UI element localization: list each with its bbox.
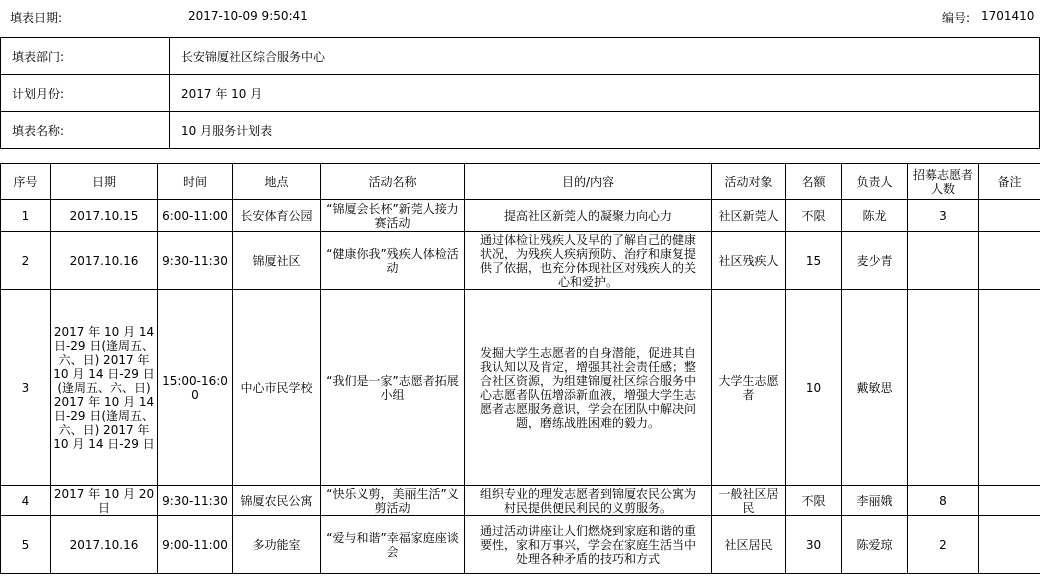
service-plan-table (0, 163, 1040, 574)
row-activity-name: “锦厦会长杯”新莞人接力赛活动 (321, 200, 465, 232)
row-date: 2017.10.15 (51, 200, 158, 232)
department-value: 长安锦厦社区综合服务中心 (170, 38, 1040, 75)
col-header: 名额 (786, 164, 842, 200)
table-header-row (1, 164, 1040, 200)
table-row (1, 232, 1040, 290)
form-header (0, 9, 1040, 27)
row-target: 一般社区居民 (712, 486, 786, 516)
row-quota: 不限 (786, 200, 842, 232)
row-time: 9:30-11:30 (158, 232, 233, 290)
col-header: 招募志愿者人数 (908, 164, 979, 200)
row-date: 2017.10.16 (51, 232, 158, 290)
row-quota: 15 (786, 232, 842, 290)
row-volunteers (908, 232, 979, 290)
col-header: 时间 (158, 164, 233, 200)
info-row-month (1, 75, 1040, 112)
row-time: 9:00-11:00 (158, 516, 233, 574)
row-quota: 10 (786, 290, 842, 486)
col-header: 日期 (51, 164, 158, 200)
row-leader: 戴敏思 (842, 290, 908, 486)
row-activity-name: “健康你我”残疾人体检活动 (321, 232, 465, 290)
plan-month-value: 2017 年 10 月 (170, 75, 1040, 112)
row-place: 长安体育公园 (233, 200, 321, 232)
row-leader: 麦少青 (842, 232, 908, 290)
plan-month-label: 计划月份: (1, 75, 170, 112)
row-number: 5 (1, 516, 51, 574)
row-activity-name: “快乐义剪，美丽生活”义剪活动 (321, 486, 465, 516)
col-header: 目的/内容 (465, 164, 712, 200)
row-remark (979, 486, 1040, 516)
row-number: 2 (1, 232, 51, 290)
row-activity-name: “我们是一家”志愿者拓展小组 (321, 290, 465, 486)
row-purpose: 通过活动讲座让人们燃烧到家庭和谐的重要性，家和万事兴，学会在家庭生活当中处理各种矛盾的技巧和方式 (465, 516, 712, 574)
row-remark (979, 200, 1040, 232)
row-remark (979, 290, 1040, 486)
form-name-value: 10 月服务计划表 (170, 112, 1040, 149)
row-activity-name: “爱与和谐”幸福家庭座谈会 (321, 516, 465, 574)
row-quota: 不限 (786, 486, 842, 516)
row-target: 社区残疾人 (712, 232, 786, 290)
row-leader: 李丽娥 (842, 486, 908, 516)
row-remark (979, 516, 1040, 574)
row-volunteers: 3 (908, 200, 979, 232)
col-header: 序号 (1, 164, 51, 200)
info-table (0, 37, 1040, 149)
row-date: 2017.10.16 (51, 516, 158, 574)
row-time: 6:00-11:00 (158, 200, 233, 232)
row-purpose: 组织专业的理发志愿者到锦厦农民公寓为村民提供便民利民的义剪服务。 (465, 486, 712, 516)
row-quota: 30 (786, 516, 842, 574)
row-target: 社区新莞人 (712, 200, 786, 232)
row-time: 15:00-16:00 (158, 290, 233, 486)
department-label: 填表部门: (1, 38, 170, 75)
row-number: 3 (1, 290, 51, 486)
row-time: 9:30-11:30 (158, 486, 233, 516)
col-header: 活动名称 (321, 164, 465, 200)
table-row (1, 516, 1040, 574)
row-leader: 陈龙 (842, 200, 908, 232)
serial-number-value: 1701410 (981, 9, 1035, 23)
row-date: 2017 年 10 月 14 日-29 日(逢周五、六、日) 2017 年 10 月 14 日-29 日(逢周五、六、日) 2017 年 10 月 14 日-29 日(逢周五、六、日) 2017 年 10 月 14 日-29 日 (51, 290, 158, 486)
row-purpose: 通过体检让残疾人及早的了解自己的健康状况，为残疾人疾病预防、治疗和康复提供了依据，也充分体现社区对残疾人的关心和爱护。 (465, 232, 712, 290)
row-remark (979, 232, 1040, 290)
row-purpose: 提高社区新莞人的凝聚力向心力 (465, 200, 712, 232)
row-place: 锦厦农民公寓 (233, 486, 321, 516)
col-header: 备注 (979, 164, 1040, 200)
table-row (1, 486, 1040, 516)
row-number: 4 (1, 486, 51, 516)
serial-number-label: 编号: (942, 11, 971, 25)
row-place: 多功能室 (233, 516, 321, 574)
row-target: 社区居民 (712, 516, 786, 574)
row-place: 锦厦社区 (233, 232, 321, 290)
row-volunteers: 2 (908, 516, 979, 574)
row-place: 中心市民学校 (233, 290, 321, 486)
col-header: 地点 (233, 164, 321, 200)
row-target: 大学生志愿者 (712, 290, 786, 486)
row-purpose: 发掘大学生志愿者的自身潜能，促进其自我认知以及肯定，增强其社会责任感；整合社区资源，为组建锦厦社区综合服务中心志愿者队伍增添新血液，增强大学生志愿者志愿服务意识，学会在团队中解决问题，磨练战胜困难的毅力。 (465, 290, 712, 486)
col-header: 活动对象 (712, 164, 786, 200)
row-leader: 陈爱琼 (842, 516, 908, 574)
row-number: 1 (1, 200, 51, 232)
table-row (1, 290, 1040, 486)
fill-date-value: 2017-10-09 9:50:41 (188, 9, 308, 23)
fill-date-label: 填表日期: (10, 11, 63, 25)
table-row (1, 200, 1040, 232)
form-name-label: 填表名称: (1, 112, 170, 149)
info-row-form-name (1, 112, 1040, 149)
row-volunteers (908, 290, 979, 486)
col-header: 负责人 (842, 164, 908, 200)
row-date: 2017 年 10 月 20 日 (51, 486, 158, 516)
info-row-department (1, 38, 1040, 75)
row-volunteers: 8 (908, 486, 979, 516)
